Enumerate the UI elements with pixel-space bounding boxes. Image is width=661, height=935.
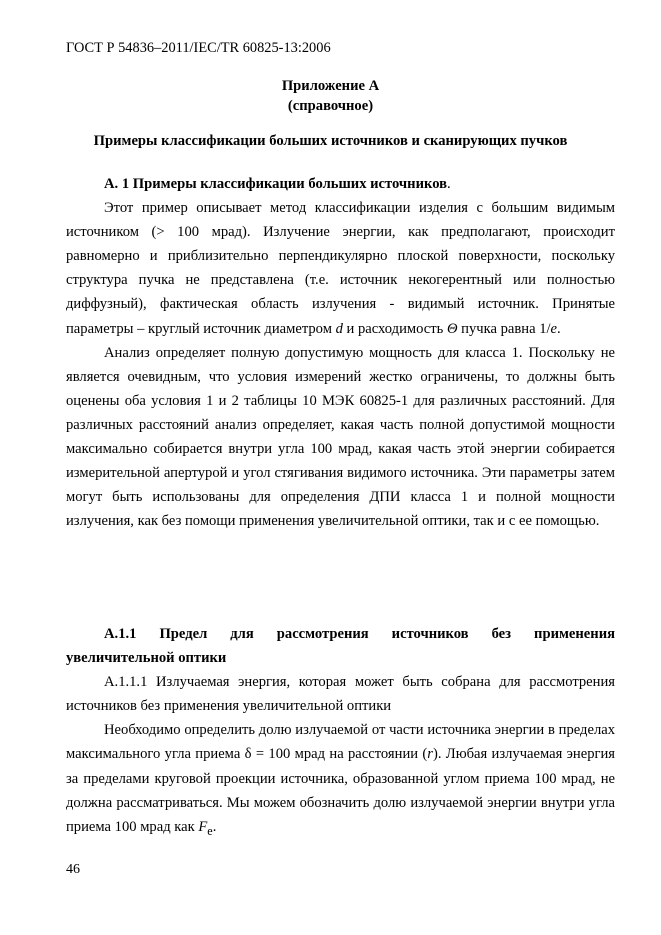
paragraph: Необходимо определить долю излучаемой от части источника энергии в пределах максимального угла приема δ = 100 мрад на расстоянии (r). Любая излучаемая энергия за пределами круговой проекции источника, образованной углом приема 100 мрад, не должна рассматриваться. Мы можем обозначить долю излучаемой энергии внутри угла приема 100 мрад как $F_e$. — [66, 722, 615, 838]
section-a11-heading-line2: увеличительной оптики — [66, 650, 227, 667]
section-a11-heading-line1: А.1.1 Предел для рассмотрения источников без применения — [104, 626, 615, 642]
appendix-title: Приложение А — [281, 78, 380, 94]
section-a1-heading: А. 1 Примеры классификации больших источников. — [104, 176, 451, 192]
page-number: 46 — [66, 862, 80, 877]
main-title: Примеры классификации больших источников и сканирующих пучков — [93, 133, 568, 149]
section-a11 — [66, 622, 615, 843]
paragraph: Этот пример описывает метод классификации изделия с большим видимым источником (> 100 мрад). Излучение энергии, как предполагают, происходит равномерно и приблизительно перпендикулярно плоской поверхности, поскольку структура пучка не представлена (т.е. источник некогерентный или полностью диффузный), фактическая область излучения - видимый источник. Принятые параметры – круглый источник диаметром d и расходимость Θ пучка равна 1/e. — [66, 200, 615, 337]
document-header: ГОСТ Р 54836–2011/IEC/TR 60825-13:2006 — [66, 40, 331, 56]
paragraph: Анализ определяет полную допустимую мощность для класса 1. Поскольку не является очевидным, что условия измерений жестко ограничены, то должны быть оценены оба условия 1 и 2 таблицы 10 МЭК 60825-1 для различных расстояний. Для различных расстояний анализ определяет, какая часть полной допустимой мощности максимально собирается внутри угла 100 мрад, какая часть этой энергии собирается измерительной апертурой и угол стягивания видимого источника. Эти параметры затем могут быть использованы для определения ДПИ класса 1 и полной мощности излучения, как без помощи применения увеличительной оптики, так и с ее помощью. — [66, 344, 615, 530]
paragraph: А.1.1.1 Излучаемая энергия, которая может быть собрана для рассмотрения источников без применения увеличительной оптики — [66, 674, 615, 715]
section-a1 — [66, 172, 615, 533]
appendix-subtitle: (справочное) — [287, 98, 374, 114]
